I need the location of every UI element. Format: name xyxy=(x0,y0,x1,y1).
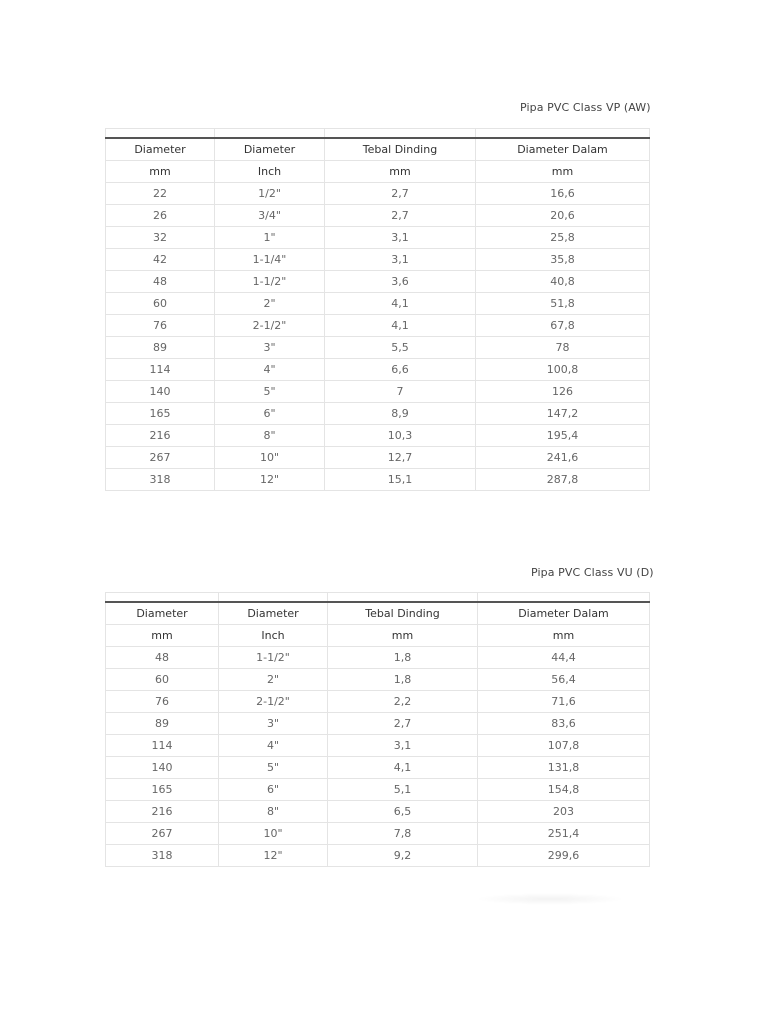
table-cell: 48 xyxy=(106,271,215,293)
table-cell: 2" xyxy=(215,293,325,315)
table-cell: 8,9 xyxy=(325,403,476,425)
table-cell: 2-1/2" xyxy=(219,691,328,713)
table-cell: 76 xyxy=(106,315,215,337)
header-row xyxy=(106,138,650,161)
units-row xyxy=(106,625,650,647)
header-diameter-dalam: Diameter Dalam xyxy=(478,602,650,625)
unit-cell: mm xyxy=(476,161,650,183)
table-row xyxy=(106,227,650,249)
table-cell: 1,8 xyxy=(328,647,478,669)
unit-cell: mm xyxy=(325,161,476,183)
table-cell: 22 xyxy=(106,183,215,205)
table-cell: 147,2 xyxy=(476,403,650,425)
table-cell: 287,8 xyxy=(476,469,650,491)
shadow-decoration xyxy=(475,893,625,905)
table-row xyxy=(106,469,650,491)
table-cell: 126 xyxy=(476,381,650,403)
table-cell: 216 xyxy=(106,801,219,823)
table-row xyxy=(106,801,650,823)
table-cell: 32 xyxy=(106,227,215,249)
table-cell: 318 xyxy=(106,469,215,491)
table-cell: 10" xyxy=(219,823,328,845)
table-row xyxy=(106,183,650,205)
table-cell: 60 xyxy=(106,669,219,691)
table-row xyxy=(106,425,650,447)
table-cell: 107,8 xyxy=(478,735,650,757)
table-cell: 6" xyxy=(219,779,328,801)
table-row xyxy=(106,205,650,227)
header-diameter-mm: Diameter xyxy=(106,138,215,161)
table-row xyxy=(106,381,650,403)
table-row xyxy=(106,359,650,381)
units-row xyxy=(106,161,650,183)
table-cell: 6" xyxy=(215,403,325,425)
table-cell: 35,8 xyxy=(476,249,650,271)
table-cell: 165 xyxy=(106,403,215,425)
table-cell: 26 xyxy=(106,205,215,227)
table-cell: 203 xyxy=(478,801,650,823)
table-cell: 4" xyxy=(215,359,325,381)
table1-title: Pipa PVC Class VP (AW) xyxy=(520,101,651,114)
table-cell: 5,5 xyxy=(325,337,476,359)
table-cell: 1-1/2" xyxy=(215,271,325,293)
table-cell: 2,7 xyxy=(328,713,478,735)
unit-cell: mm xyxy=(106,625,219,647)
table-cell: 267 xyxy=(106,823,219,845)
table-row xyxy=(106,337,650,359)
unit-cell: Inch xyxy=(215,161,325,183)
table-cell: 12,7 xyxy=(325,447,476,469)
table-cell: 3" xyxy=(219,713,328,735)
table-cell: 6,6 xyxy=(325,359,476,381)
table-cell: 1/2" xyxy=(215,183,325,205)
table-cell: 12" xyxy=(219,845,328,867)
table-cell: 4,1 xyxy=(325,315,476,337)
table-row xyxy=(106,647,650,669)
table-cell: 2,7 xyxy=(325,183,476,205)
table-cell: 3" xyxy=(215,337,325,359)
table-cell: 42 xyxy=(106,249,215,271)
table-cell: 114 xyxy=(106,359,215,381)
table2-title: Pipa PVC Class VU (D) xyxy=(531,566,654,579)
table-row xyxy=(106,669,650,691)
table-cell: 140 xyxy=(106,757,219,779)
unit-cell: mm xyxy=(106,161,215,183)
unit-cell: mm xyxy=(478,625,650,647)
table-cell: 3,1 xyxy=(325,227,476,249)
table-cell: 89 xyxy=(106,713,219,735)
table-row xyxy=(106,845,650,867)
table-row xyxy=(106,315,650,337)
table-cell: 71,6 xyxy=(478,691,650,713)
table-cell: 56,4 xyxy=(478,669,650,691)
pvc-vp-table xyxy=(105,128,650,491)
table-cell: 7 xyxy=(325,381,476,403)
table-cell: 2-1/2" xyxy=(215,315,325,337)
header-diameter-inch: Diameter xyxy=(219,602,328,625)
header-tebal-dinding: Tebal Dinding xyxy=(325,138,476,161)
table-row xyxy=(106,735,650,757)
table-cell: 5,1 xyxy=(328,779,478,801)
header-row xyxy=(106,602,650,625)
unit-cell: Inch xyxy=(219,625,328,647)
table-row xyxy=(106,691,650,713)
table-cell: 12" xyxy=(215,469,325,491)
table-row xyxy=(106,823,650,845)
unit-cell: mm xyxy=(328,625,478,647)
table-cell: 4,1 xyxy=(328,757,478,779)
table-cell: 76 xyxy=(106,691,219,713)
table-cell: 154,8 xyxy=(478,779,650,801)
table-cell: 2,2 xyxy=(328,691,478,713)
header-diameter-dalam: Diameter Dalam xyxy=(476,138,650,161)
table1-body xyxy=(106,183,650,491)
table-row xyxy=(106,271,650,293)
table-cell: 44,4 xyxy=(478,647,650,669)
table-cell: 8" xyxy=(219,801,328,823)
table-cell: 3,1 xyxy=(325,249,476,271)
table-cell: 241,6 xyxy=(476,447,650,469)
table-row xyxy=(106,757,650,779)
table-cell: 251,4 xyxy=(478,823,650,845)
pvc-vu-table xyxy=(105,592,650,867)
table-cell: 40,8 xyxy=(476,271,650,293)
table-cell: 1,8 xyxy=(328,669,478,691)
table-cell: 6,5 xyxy=(328,801,478,823)
table-cell: 60 xyxy=(106,293,215,315)
table-cell: 1-1/2" xyxy=(219,647,328,669)
table-cell: 318 xyxy=(106,845,219,867)
table-cell: 5" xyxy=(215,381,325,403)
table-cell: 10" xyxy=(215,447,325,469)
table-cell: 165 xyxy=(106,779,219,801)
table-cell: 83,6 xyxy=(478,713,650,735)
table2-body xyxy=(106,647,650,867)
table-cell: 3/4" xyxy=(215,205,325,227)
table-cell: 2,7 xyxy=(325,205,476,227)
table-cell: 195,4 xyxy=(476,425,650,447)
table-cell: 25,8 xyxy=(476,227,650,249)
table-cell: 267 xyxy=(106,447,215,469)
header-diameter-mm: Diameter xyxy=(106,602,219,625)
table-cell: 216 xyxy=(106,425,215,447)
table-row xyxy=(106,447,650,469)
table-cell: 2" xyxy=(219,669,328,691)
table-cell: 299,6 xyxy=(478,845,650,867)
table-cell: 1-1/4" xyxy=(215,249,325,271)
table-cell: 48 xyxy=(106,647,219,669)
table-cell: 3,6 xyxy=(325,271,476,293)
table-cell: 4,1 xyxy=(325,293,476,315)
table-cell: 10,3 xyxy=(325,425,476,447)
table-row xyxy=(106,713,650,735)
table-cell: 15,1 xyxy=(325,469,476,491)
table-cell: 51,8 xyxy=(476,293,650,315)
table-cell: 89 xyxy=(106,337,215,359)
table-cell: 67,8 xyxy=(476,315,650,337)
table-cell: 131,8 xyxy=(478,757,650,779)
table-row xyxy=(106,293,650,315)
table-row xyxy=(106,249,650,271)
table-cell: 16,6 xyxy=(476,183,650,205)
table-cell: 100,8 xyxy=(476,359,650,381)
table-row xyxy=(106,403,650,425)
table-cell: 1" xyxy=(215,227,325,249)
table-cell: 114 xyxy=(106,735,219,757)
table-cell: 20,6 xyxy=(476,205,650,227)
header-diameter-inch: Diameter xyxy=(215,138,325,161)
table-cell: 78 xyxy=(476,337,650,359)
table-cell: 4" xyxy=(219,735,328,757)
table-cell: 140 xyxy=(106,381,215,403)
table-cell: 5" xyxy=(219,757,328,779)
table-cell: 9,2 xyxy=(328,845,478,867)
table-cell: 3,1 xyxy=(328,735,478,757)
header-tebal-dinding: Tebal Dinding xyxy=(328,602,478,625)
table-cell: 7,8 xyxy=(328,823,478,845)
table-cell: 8" xyxy=(215,425,325,447)
table-row xyxy=(106,779,650,801)
